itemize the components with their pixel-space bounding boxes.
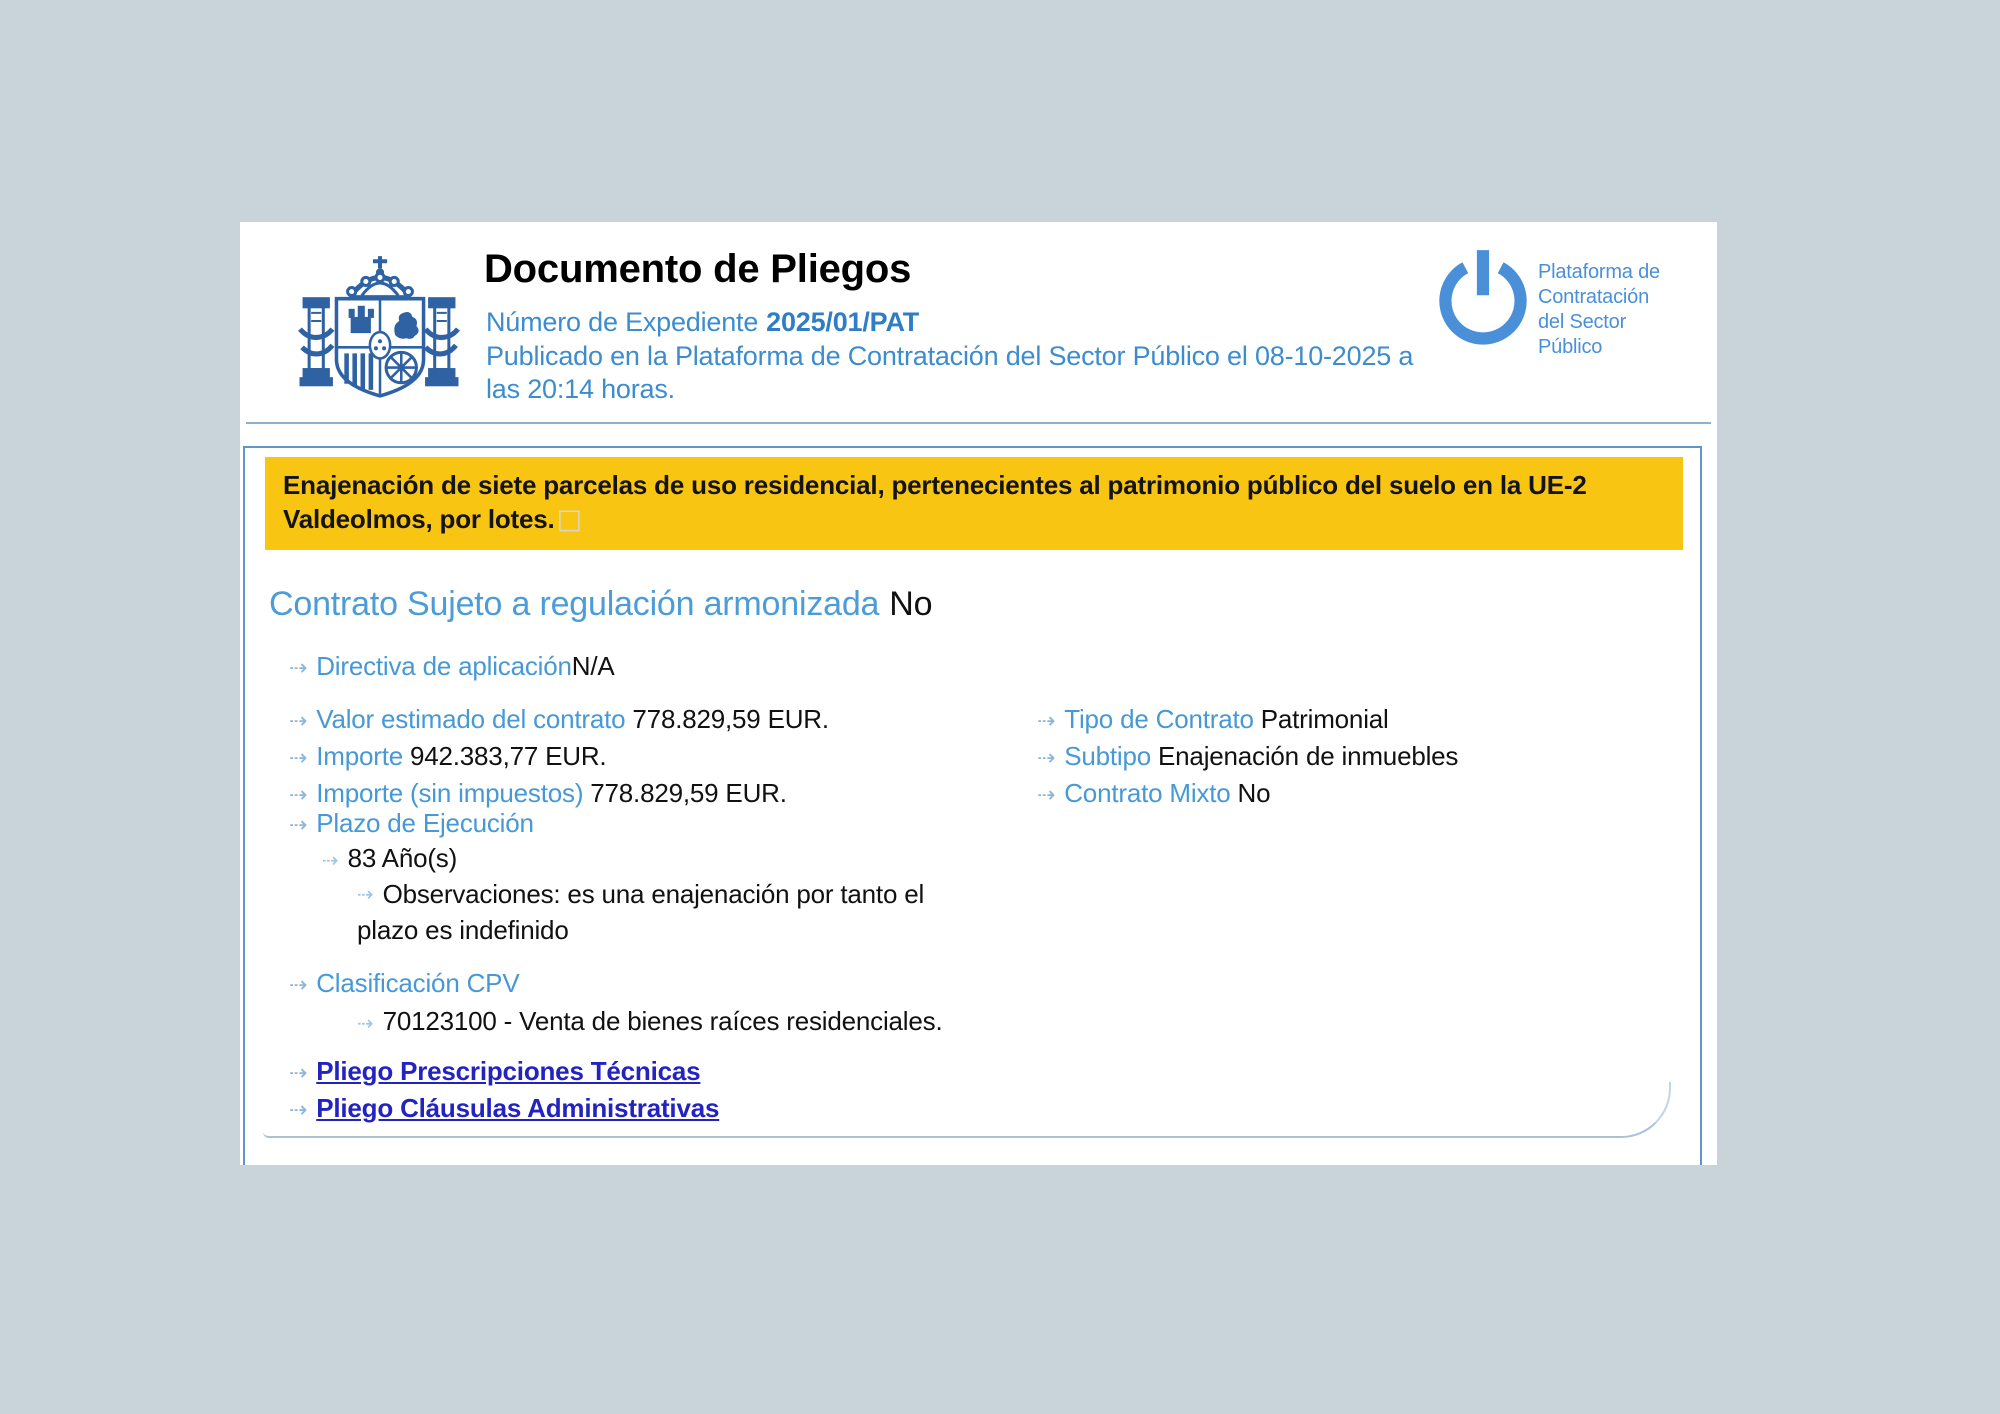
logo-text-line: Plataforma de — [1538, 261, 1660, 283]
field-label: Clasificación CPV — [316, 968, 520, 998]
arrow-icon: ⇢ — [289, 1098, 308, 1123]
field-row — [1037, 702, 1458, 739]
content-panel — [243, 446, 1702, 1165]
link-pliego-clausulas-administrativas[interactable]: Pliego Cláusulas Administrativas — [316, 1093, 720, 1123]
field-label: Importe — [316, 741, 403, 771]
plazo-observaciones: Observaciones: es una enajenación por tanto el plazo es indefinido — [357, 879, 925, 945]
field-label: Plazo de Ejecución — [316, 808, 534, 838]
logo-text-line: Contratación — [1538, 286, 1649, 308]
arrow-icon: ⇢ — [357, 1011, 374, 1035]
field-row-directiva — [289, 649, 615, 686]
platform-logo-text — [1538, 260, 1660, 360]
field-value: N/A — [571, 651, 615, 681]
field-row — [1037, 739, 1458, 776]
logo-text-line: Público — [1538, 336, 1603, 358]
expediente-label: Número de Expediente — [486, 307, 759, 337]
field-value: 778.829,59 EUR. — [590, 778, 787, 808]
cpv-item-row — [357, 1004, 942, 1040]
spain-coat-of-arms-icon — [298, 242, 460, 404]
arrow-icon: ⇢ — [289, 1061, 308, 1086]
field-label: Importe (sin impuestos) — [316, 778, 584, 808]
plazo-duration-row — [322, 841, 457, 877]
missing-glyph-box: □ — [556, 504, 582, 535]
published-line: Publicado en la Plataforma de Contratación del Sector Público el 08-10-2025 a las 20:14 horas. — [486, 341, 1414, 404]
banner-text: Enajenación de siete parcelas de uso residencial, pertenecientes al patrimonio público del suelo en la UE-2 Valdeolmos, por lotes. — [283, 470, 1587, 534]
field-label: Contrato Mixto — [1064, 778, 1231, 808]
link-row — [289, 1091, 719, 1128]
field-value: 942.383,77 EUR. — [409, 741, 607, 771]
document-card — [240, 222, 1717, 1165]
field-label: Tipo de Contrato — [1064, 704, 1254, 734]
field-row — [289, 739, 829, 776]
field-value: Enajenación de inmuebles — [1158, 741, 1459, 771]
power-icon — [1436, 240, 1530, 358]
logo-text-line: del Sector — [1538, 311, 1627, 333]
page-title: Documento de Pliegos — [484, 247, 912, 291]
fields-right-column — [1037, 702, 1458, 813]
field-value: Patrimonial — [1260, 704, 1389, 734]
field-label: Directiva de aplicación — [316, 651, 572, 681]
arrow-icon: ⇢ — [289, 709, 308, 734]
field-row — [1037, 776, 1458, 813]
heading-label: Contrato Sujeto a regulación armonizada — [269, 585, 880, 623]
plazo-observaciones-row — [357, 876, 932, 948]
expediente-line — [486, 306, 919, 339]
arrow-icon: ⇢ — [289, 783, 308, 808]
field-value: No — [1237, 778, 1271, 808]
plazo-duration: 83 Año(s) — [347, 843, 458, 873]
field-value: 778.829,59 EUR. — [632, 704, 829, 734]
arrow-icon: ⇢ — [1037, 746, 1056, 771]
link-row — [289, 1054, 700, 1091]
expediente-value: 2025/01/PAT — [766, 307, 920, 337]
arrow-icon: ⇢ — [1037, 709, 1056, 734]
arrow-icon: ⇢ — [289, 973, 308, 998]
arrow-icon: ⇢ — [289, 656, 308, 681]
arrow-icon: ⇢ — [357, 882, 374, 906]
arrow-icon: ⇢ — [1037, 783, 1056, 808]
arrow-icon: ⇢ — [289, 746, 308, 771]
field-row-plazo — [289, 806, 534, 843]
cpv-item: 70123100 - Venta de bienes raíces residenciales. — [382, 1006, 943, 1036]
arrow-icon: ⇢ — [322, 848, 339, 872]
field-row-cpv — [289, 966, 519, 1003]
arrow-icon: ⇢ — [289, 813, 308, 838]
header-divider — [246, 422, 1711, 424]
link-pliego-prescripciones-tecnicas[interactable]: Pliego Prescripciones Técnicas — [316, 1056, 701, 1086]
field-row — [289, 702, 829, 739]
fields-left-column — [289, 702, 829, 813]
field-label: Valor estimado del contrato — [316, 704, 626, 734]
title-banner — [265, 457, 1683, 550]
heading-value: No — [889, 585, 933, 623]
field-label: Subtipo — [1064, 741, 1152, 771]
section-heading — [269, 584, 932, 624]
